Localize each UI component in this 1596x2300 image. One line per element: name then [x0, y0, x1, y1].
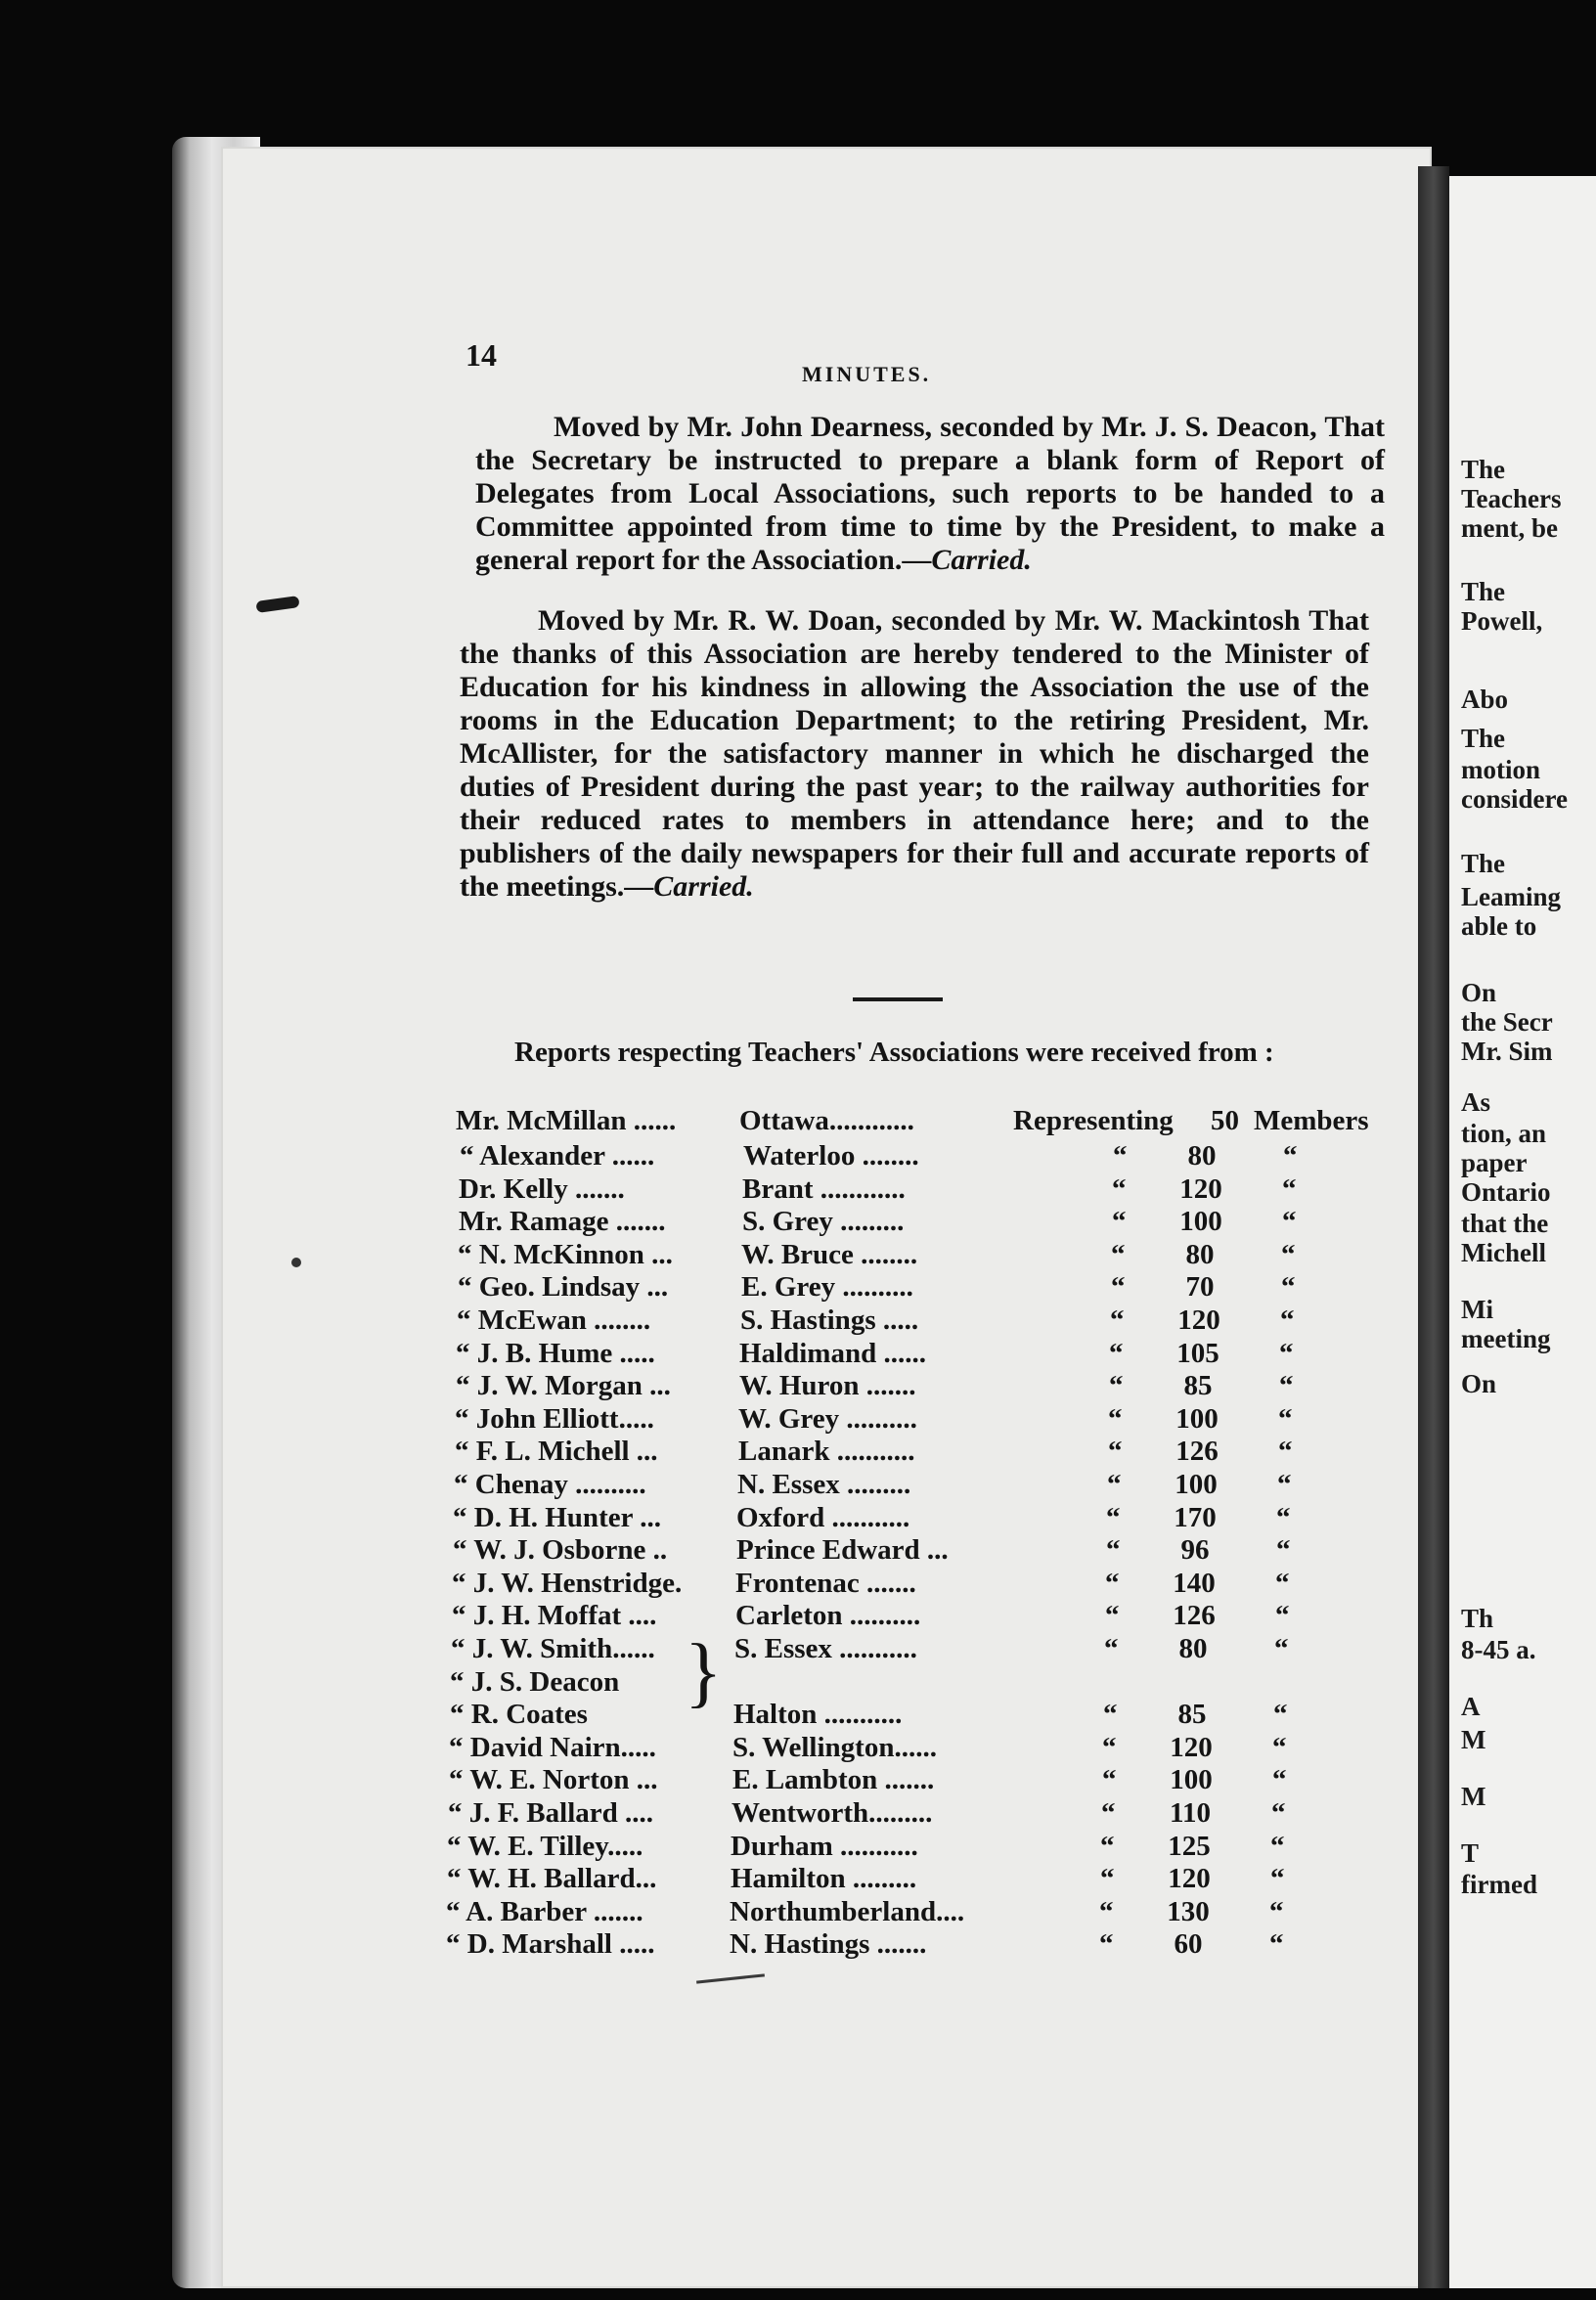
ditto-mark: “ [1275, 1600, 1290, 1632]
report-place: E. Lambton ....... [732, 1764, 935, 1796]
motion-carried-1: Carried. [931, 544, 1032, 576]
ditto-mark: “ [1278, 1402, 1293, 1435]
report-count: 120 [1168, 1863, 1211, 1895]
report-name: “ A. Barber ....... [446, 1895, 643, 1927]
report-count: 96 [1180, 1534, 1210, 1567]
report-name: “ McEwan ........ [457, 1305, 651, 1336]
ditto-mark: “ [1281, 1238, 1296, 1270]
facing-page-fragment: M [1461, 1725, 1486, 1754]
report-count: 100 [1170, 1764, 1213, 1796]
report-place: W. Bruce ........ [741, 1238, 918, 1270]
ditto-mark: “ [1108, 1436, 1123, 1468]
report-place: Frontenac ....... [735, 1567, 916, 1599]
facing-page-fragment: meeting [1461, 1324, 1551, 1353]
report-count: 130 [1167, 1895, 1210, 1927]
ditto-mark: “ [1276, 1501, 1291, 1533]
facing-page-fragment: Abo [1461, 685, 1509, 714]
facing-page-fragment: On [1461, 978, 1497, 1007]
ditto-mark: “ [1271, 1797, 1286, 1829]
ditto-mark: “ [1281, 1271, 1296, 1304]
facing-page-fragment: The [1461, 849, 1506, 878]
report-name: “ N. McKinnon ... [458, 1238, 673, 1270]
ditto-mark: “ [1273, 1699, 1288, 1731]
report-name: “ Geo. Lindsay ... [458, 1271, 669, 1304]
ditto-mark: “ [1105, 1600, 1120, 1632]
facing-page-fragment: T [1461, 1838, 1480, 1868]
report-place: W. Grey .......... [738, 1402, 917, 1435]
report-count: 80 [1185, 1238, 1215, 1270]
report-count: 125 [1168, 1830, 1211, 1862]
report-place: Carleton .......... [735, 1600, 921, 1632]
facing-page-fragment: A [1461, 1692, 1481, 1721]
report-count: 126 [1173, 1600, 1216, 1632]
ditto-mark: “ [1280, 1305, 1295, 1336]
report-name: “ D. H. Hunter ... [453, 1501, 661, 1533]
report-name: Mr. Ramage ....... [459, 1206, 666, 1238]
facing-page-fragment: Leaming [1461, 882, 1562, 911]
report-place: Hamilton ......... [731, 1863, 917, 1895]
report-name: “ J. W. Morgan ... [456, 1370, 671, 1402]
facing-page-fragment: that the [1461, 1209, 1549, 1238]
brace-icon: } [685, 1629, 723, 1715]
facing-page-fragment: The [1461, 577, 1506, 606]
ditto-mark: “ [1113, 1140, 1128, 1172]
running-head: MINUTES. [802, 362, 932, 386]
report-place: Northumberland.... [730, 1895, 965, 1927]
report-place: Halton ........... [733, 1699, 903, 1731]
facing-page-fragment: Teachers [1461, 484, 1562, 513]
ditto-mark: “ [1276, 1534, 1291, 1567]
report-name: “ W. J. Osborne .. [453, 1534, 668, 1567]
report-count: 70 [1185, 1271, 1215, 1304]
report-name: “ W. H. Ballard... [447, 1863, 657, 1895]
report-place: W. Huron ....... [739, 1370, 916, 1402]
ditto-mark: “ [1100, 1830, 1115, 1862]
report-place: N. Essex ......... [737, 1469, 911, 1500]
report-name: “ J. H. Moffat .... [452, 1600, 657, 1632]
ditto-mark: “ [1099, 1928, 1114, 1961]
facing-page-fragment: ment, be [1461, 513, 1558, 543]
book-gutter [1418, 166, 1449, 2288]
ditto-mark: “ [1100, 1863, 1115, 1895]
ditto-mark: “ [1112, 1206, 1127, 1238]
ditto-mark: “ [1102, 1731, 1117, 1763]
facing-page-fragment: motion [1461, 755, 1540, 784]
facing-page-fragment: Powell, [1461, 606, 1543, 636]
report-place: S. Hastings ..... [740, 1305, 919, 1336]
ditto-mark: “ [1269, 1895, 1284, 1927]
report-name: “ J. S. Deacon [450, 1665, 620, 1698]
report-count: 120 [1170, 1731, 1213, 1763]
reports-heading: Reports respecting Teachers' Associations were received from : [514, 1037, 1274, 1068]
ditto-mark: “ [1107, 1469, 1122, 1500]
page-number: 14 [466, 337, 497, 373]
report-place: Lanark ........... [738, 1436, 915, 1468]
facing-page-fragment: The [1461, 724, 1506, 753]
ditto-mark: “ [1111, 1238, 1126, 1270]
ditto-mark: “ [1279, 1370, 1294, 1402]
ditto-mark: “ [1274, 1633, 1289, 1664]
ditto-mark: “ [1103, 1699, 1118, 1731]
report-count: 85 [1177, 1699, 1207, 1731]
report-place: Oxford ........... [736, 1501, 910, 1533]
report-name: “ Chenay .......... [454, 1469, 646, 1500]
facing-page-fragment: paper [1461, 1148, 1528, 1177]
facing-page-fragment: Ontario [1461, 1177, 1551, 1207]
report-name: “ F. L. Michell ... [455, 1436, 658, 1468]
facing-page-fragment: considere [1461, 784, 1568, 814]
facing-page-fragment: As [1461, 1087, 1491, 1117]
facing-page-fragment: Mi [1461, 1295, 1493, 1324]
report-count: 120 [1177, 1305, 1220, 1336]
section-rule [853, 997, 943, 1001]
facing-page-fragment: Th [1461, 1604, 1494, 1633]
ditto-mark: “ [1108, 1402, 1123, 1435]
report-place: Ottawa............ [739, 1105, 914, 1136]
ditto-mark: “ [1104, 1633, 1119, 1664]
ditto-mark: “ [1110, 1305, 1125, 1336]
motion-carried-2: Carried. [653, 870, 754, 903]
report-name: “ John Elliott..... [455, 1402, 654, 1435]
ditto-mark: “ [1102, 1764, 1117, 1796]
motion-text-2: Moved by Mr. R. W. Doan, seconded by Mr. W. Mackintosh That the thanks of this Association are hereby tendered to the Minister of Education for his kindness in allowing the Association the use of the rooms in the Education Department; to the retiring President, Mr. McAllister, for the satisfactory manner in which he discharged the duties of President during the past year; to the railway authorities for their reduced rates to members in attendance here; and to the publishers of the daily newspapers for their full and accurate reports of the meetings.— [460, 604, 1369, 903]
facing-page-fragment: able to [1461, 911, 1537, 941]
facing-page-fragment: the Secr [1461, 1007, 1553, 1037]
motion-paragraph-1 [475, 411, 1385, 577]
ditto-mark: “ [1112, 1172, 1127, 1205]
report-place: Brant ............ [742, 1172, 906, 1205]
report-name: “ David Nairn..... [449, 1731, 656, 1763]
ditto-mark: “ [1278, 1436, 1293, 1468]
ditto-mark: “ [1283, 1140, 1298, 1172]
report-members: Members [1254, 1105, 1369, 1136]
report-count: 50 [1211, 1105, 1239, 1136]
report-place: S. Wellington...... [732, 1731, 937, 1763]
report-count: 60 [1174, 1928, 1203, 1961]
facing-page [1449, 176, 1596, 2288]
report-place: Haldimand ...... [739, 1337, 926, 1369]
report-place: Waterloo ........ [743, 1140, 919, 1172]
ditto-mark: “ [1272, 1764, 1287, 1796]
motion-text-1: Moved by Mr. John Dearness, seconded by Mr. J. S. Deacon, That the Secretary be instructed to prepare a blank form of Report of Delegates from Local Associations, such reports to be handed to a Committee appointed from time to time by the President, to make a general report for the Association.— [475, 411, 1385, 576]
report-count: 80 [1187, 1140, 1217, 1172]
report-name: “ D. Marshall ..... [446, 1928, 655, 1961]
report-count: 80 [1178, 1633, 1208, 1664]
ditto-mark: “ [1279, 1337, 1294, 1369]
report-count: 100 [1175, 1402, 1219, 1435]
report-count: 85 [1183, 1370, 1213, 1402]
report-place: S. Grey ......... [742, 1206, 905, 1238]
ditto-mark: “ [1272, 1731, 1287, 1763]
margin-dot-icon [291, 1258, 301, 1267]
report-name: “ J. F. Ballard .... [448, 1797, 654, 1829]
report-name: “ J. B. Hume ..... [456, 1337, 655, 1369]
report-count: 100 [1179, 1206, 1222, 1238]
report-count: 120 [1179, 1172, 1222, 1205]
report-representing: Representing [1013, 1105, 1174, 1136]
facing-page-fragment: Michell [1461, 1238, 1546, 1267]
report-name: Mr. McMillan ...... [456, 1105, 677, 1136]
facing-page-fragment: The [1461, 455, 1506, 484]
facing-page-fragment: Mr. Sim [1461, 1037, 1553, 1066]
motion-paragraph-2 [460, 604, 1369, 904]
report-place: Durham ........... [731, 1830, 918, 1862]
report-place: Prince Edward ... [736, 1534, 949, 1567]
ditto-mark: “ [1105, 1567, 1120, 1599]
report-name: “ J. W. Smith...... [451, 1633, 655, 1664]
ditto-mark: “ [1101, 1797, 1116, 1829]
ditto-mark: “ [1109, 1370, 1124, 1402]
ditto-mark: “ [1109, 1337, 1124, 1369]
report-name: “ Alexander ...... [460, 1140, 655, 1172]
report-count: 105 [1176, 1337, 1219, 1369]
ditto-mark: “ [1282, 1206, 1297, 1238]
report-name: “ W. E. Tilley..... [447, 1830, 643, 1862]
report-count: 170 [1174, 1501, 1217, 1533]
ditto-mark: “ [1277, 1469, 1292, 1500]
facing-page-fragment: firmed [1461, 1870, 1537, 1899]
facing-page-fragment: 8-45 a. [1461, 1635, 1536, 1664]
ditto-mark: “ [1106, 1501, 1121, 1533]
ditto-mark: “ [1269, 1928, 1284, 1961]
ditto-mark: “ [1275, 1567, 1290, 1599]
ditto-mark: “ [1282, 1172, 1297, 1205]
facing-page-fragment: M [1461, 1782, 1486, 1811]
report-count: 110 [1170, 1797, 1211, 1829]
report-count: 126 [1175, 1436, 1219, 1468]
facing-page-fragment: On [1461, 1369, 1497, 1398]
report-name: “ R. Coates [450, 1699, 588, 1731]
report-name: Dr. Kelly ....... [459, 1172, 625, 1205]
ditto-mark: “ [1270, 1830, 1285, 1862]
report-place: Wentworth......... [732, 1797, 933, 1829]
ditto-mark: “ [1270, 1863, 1285, 1895]
facing-page-fragment: tion, an [1461, 1119, 1547, 1148]
report-count: 140 [1173, 1567, 1216, 1599]
report-count: 100 [1175, 1469, 1218, 1500]
report-place: S. Essex ........... [734, 1633, 917, 1664]
report-name: “ W. E. Norton ... [449, 1764, 658, 1796]
ditto-mark: “ [1099, 1895, 1114, 1927]
ditto-mark: “ [1111, 1271, 1126, 1304]
ditto-mark: “ [1106, 1534, 1121, 1567]
report-name: “ J. W. Henstridge. [452, 1567, 683, 1599]
report-place: E. Grey .......... [741, 1271, 913, 1304]
report-place: N. Hastings ....... [730, 1928, 927, 1961]
